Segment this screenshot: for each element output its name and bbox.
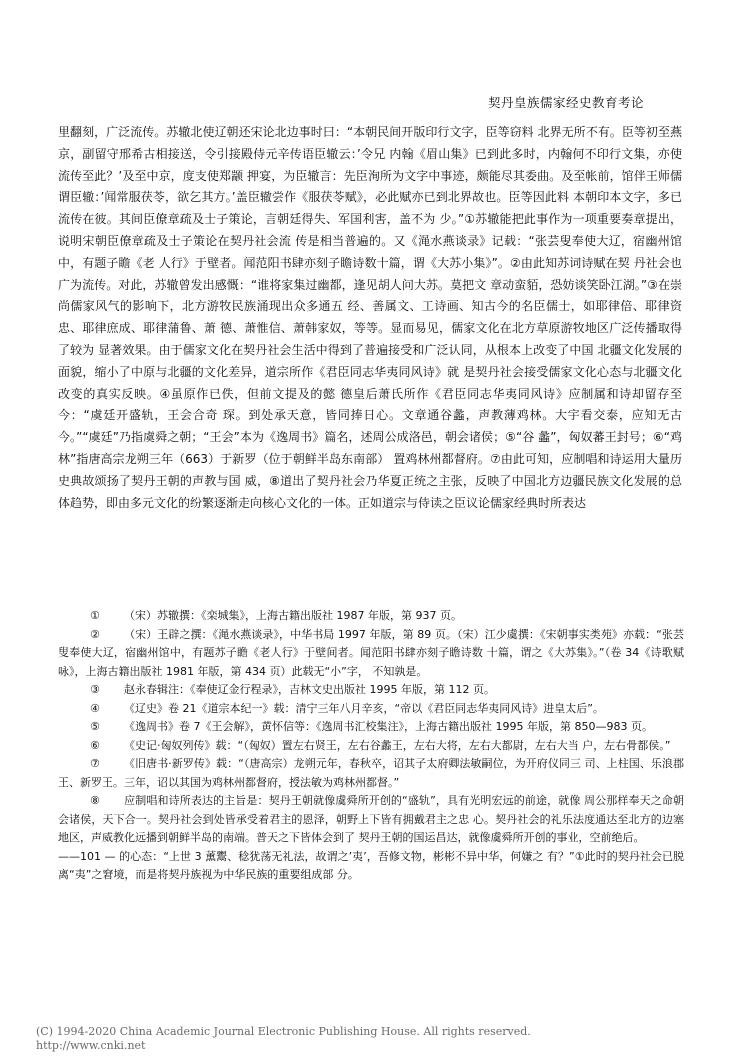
source-url: http://www.cnki.net (36, 1039, 146, 1052)
footnote-text: 《辽史》卷 21《道宗本纪一》载：清宁三年八月辛亥，“帝以《君臣同志华夷同风诗》进皇太后”。 (124, 701, 604, 715)
footnote-text: 《史记·匈奴列传》载：“（匈奴）置左右贤王，左右谷蠡王，左右大将，左右大都尉，左右大当 户，左右骨都侯。” (124, 738, 671, 752)
footnote-text: （宋）苏辙撰：《栾城集》，上海古籍出版社 1987 年版，第 937 页。 (124, 609, 462, 622)
footnote-mark: ③ (90, 683, 100, 696)
footnote-mark: ⑤ (90, 720, 100, 733)
footnote-mark: ⑧ (90, 794, 100, 807)
footnote-mark: ① (90, 609, 100, 622)
running-header: 契丹皇族儒家经史教育考论 (487, 95, 644, 110)
footnote-2 (58, 626, 684, 682)
footnote-4 (58, 700, 684, 719)
footnote-mark: ② (90, 627, 100, 641)
footnote-mark: ⑥ (90, 738, 100, 752)
page-number-continuation: ——101 — 的心态：“上世 3 薰鬻、稔犹荡无礼法，故谓之’夷’，吾修文物，彬彬不异中华，何嫌之 有？”①此时的契丹社会已脱离“夷”之窘境，而是将契丹族视为中华民族的重要组成部 分。 (58, 849, 684, 881)
footnote-text: 赵永春辑注：《奉使辽金行程录》，吉林文史出版社 1995 年版，第 112 页。 (124, 683, 495, 696)
footnote-1 (58, 607, 684, 626)
footnote-mark: ⑦ (90, 757, 100, 770)
footnote-3 (58, 681, 684, 700)
footnote-8 (58, 792, 684, 848)
footnote-text: （宋）王辟之撰：《渑水燕谈录》，中华书局 1997 年版，第 89 页。（宋）江少虞撰：《宋朝事实类苑》亦载：“张芸叟奉使大辽，宿幽州馆中，有题苏子瞻《老人行》于壁间者。闻范阳书肆亦刻子瞻诗数 十篇，谓之《大苏集》。”（卷 34《诗歌赋咏》，上海古籍出版社 1981 年版，第 434 页）此载无“小”字， 不知孰是。 (58, 627, 684, 678)
footnote-mark: ④ (90, 701, 100, 715)
footnote-7 (58, 755, 684, 792)
copyright-line: (C) 1994-2020 China Academic Journal Electronic Publishing House. All rights reserved. (36, 1025, 531, 1038)
footnote-text: 应制唱和诗所表达的主旨是：契丹王朝就像虞舜所开创的“盛轨”，具有光明宏远的前途，就像 周公那样奉天之命朝会诸侯，天下合一。契丹社会到处皆承受着君主的恩泽，朝野上下皆有拥戴君主之忠 心。契丹社会的礼乐法度通达至北方的边塞地区，声威教化远播到朝鲜半岛的南端。普天之下皆体会到了 契丹王朝的国运昌达，就像虞舜所开创的事业，空前绝后。 (58, 794, 684, 844)
footnote-text: 《逸周书》卷 7《王会解》，黄怀信等：《逸周书汇校集注》，上海古籍出版社 1995 年版，第 850—983 页。 (124, 720, 653, 733)
body-paragraph: 里翻刻，广泛流传。苏辙北使辽朝还宋论北边事时曰：“本朝民间开版印行文字，臣等窃料 北界无所不有。臣等初至燕京，副留守邢希古相接送，令引接殿侍元辛传语臣辙云：’令兄 内翰《眉山集》已到此多时，内翰何不印行文集，亦使流传至此？’及至中京，度支使郑颛 押宴，为臣辙言：先臣洵所为文字中事迹，颇能尽其委曲。及至帐前，馆伴王师儒谓臣辙：’闻常服茯苓，欲乞其方。’盖臣辙尝作《服茯苓赋》，必此赋亦已到北界故也。臣等因此料 本朝印本文字，多已流传在彼。其间臣僚章疏及士子策论，言朝廷得失、军国利害，盖不为 少。”①苏辙能把此事作为一项重要奏章提出，说明宋朝臣僚章疏及士子策论在契丹社会流 传是相当普遍的。又《渑水燕谈录》记载：“张芸叟奉使大辽，宿幽州馆中，有题子瞻《老 人行》于壁者。闻范阳书肆亦刻子瞻诗数十篇，谓《大苏小集》”。②由此知苏词诗赋在契 丹社会也广为流传。对此，苏辙曾发出感慨：“谁将家集过幽都，逢见胡人问大苏。莫把文 章动蛮貊，恐妨谈笑卧江湖。”③在崇尚儒家风气的影响下，北方游牧民族涌现出众多通五 经、善属文、工诗画、知古今的名臣儒士，如耶律倍、耶律资忠、耶律庶成、耶律蒲鲁、萧 德、萧惟信、萧韩家奴，等等。显而易见，儒家文化在北方草原游牧地区广泛传播取得了较为 显著效果。由于儒家文化在契丹社会生活中得到了普遍接受和广泛认同，从根本上改变了中国 北疆文化发展的面貌，缩小了中原与北疆的文化差异，道宗所作《君臣同志华夷同风诗》就 是契丹社会接受儒家文化心态与北疆文化改变的真实反映。④虽原作已佚，但前文提及的懿 德皇后萧氏所作《君臣同志华夷同风诗》应制属和诗却留存至今：“虞廷开盛轨，王会合奇 琛。到处承天意，皆同捧日心。文章通谷蠡，声教薄鸡林。大宇看交泰，应知无古今。”“虞廷”乃指虞舜之朝；“王会”本为《逸周书》篇名，述周公成洛邑，朝会诸侯；⑤“谷 蠡”，匈奴蕃王封号；⑥“鸡林”指唐高宗龙朔三年（663）于新罗（位于朝鲜半岛东南部） 置鸡林州都督府。⑦由此可知，应制唱和诗运用大量历史典故颂扬了契丹王朝的声教与国 威，⑧道出了契丹社会乃华夏正统之主张，反映了中国北方边疆民族文化发展的总体趋势，即由多元文化的纷繁逐渐走向核心文化的一体。正如道宗与侍读之臣议论儒家经典时所表达 (58, 125, 682, 510)
footnote-text: 《旧唐书·新罗传》载：“（唐高宗）龙朔元年，春秋卒，诏其子太府卿法敏嗣位，为开府仪同三 司、上柱国、乐浪郡王、新罗王。三年，诏以其国为鸡林州都督府，授法敏为鸡林州都督。” (58, 757, 684, 789)
main-body (58, 122, 682, 514)
footnotes (58, 607, 684, 885)
copyright-footer (36, 1025, 531, 1053)
footnote-6 (58, 737, 684, 756)
footnote-5 (58, 718, 684, 737)
